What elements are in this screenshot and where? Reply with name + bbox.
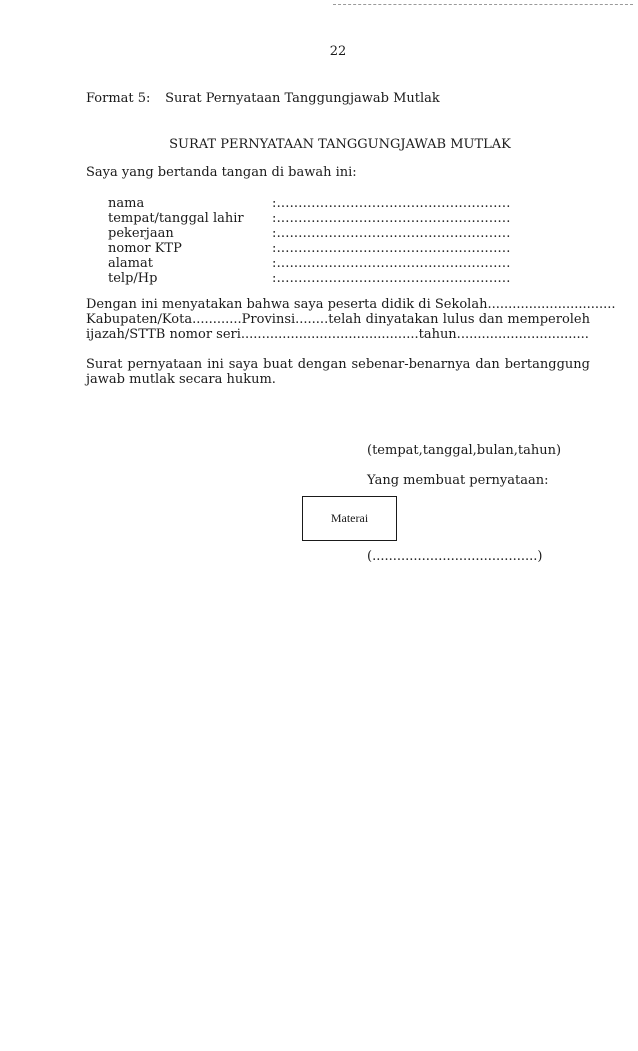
field-row-nomor-ktp (108, 241, 511, 256)
field-label-tempat-tanggal-lahir: tempat/tanggal lahir (108, 211, 244, 226)
field-row-telp-hp (108, 271, 511, 286)
field-label-alamat: alamat (108, 256, 153, 271)
field-label-telp-hp: telp/Hp (108, 271, 158, 286)
identity-fields (108, 196, 511, 286)
field-row-tempat-tanggal-lahir (108, 211, 511, 226)
field-row-pekerjaan (108, 226, 511, 241)
signature-role: Yang membuat pernyataan: (367, 473, 549, 488)
format-heading (86, 91, 440, 106)
field-row-alamat (108, 256, 511, 271)
field-row-nama (108, 196, 511, 211)
page-number: 22 (329, 44, 347, 59)
statement-paragraph (86, 297, 616, 342)
statement-line-2: Kabupaten/Kota............Provinsi........telah dinyatakan lulus dan memperoleh (86, 312, 590, 327)
field-label-nama: nama (108, 196, 145, 211)
field-blank-nama: :...................................................... (272, 196, 511, 211)
field-label-pekerjaan: pekerjaan (108, 226, 174, 241)
field-label-nomor-ktp: nomor KTP (108, 241, 182, 256)
statement-line-3: ijazah/STTB nomor seri...........................................tahun................................ (86, 327, 589, 342)
field-blank-tempat-tanggal-lahir: :...................................................... (272, 211, 511, 226)
format-label: Format 5: (86, 91, 151, 106)
stamp-box (302, 496, 397, 541)
field-blank-alamat: :...................................................... (272, 256, 511, 271)
statement-line-1: Dengan ini menyatakan bahwa saya peserta didik di Sekolah............................... (86, 297, 616, 312)
field-blank-nomor-ktp: :...................................................... (272, 241, 511, 256)
field-blank-telp-hp: :...................................................... (272, 271, 511, 286)
intro-text: Saya yang bertanda tangan di bawah ini: (86, 165, 357, 180)
stamp-label: Materai (330, 511, 369, 525)
format-title: Surat Pernyataan Tanggungjawab Mutlak (165, 91, 440, 106)
closing-paragraph: Surat pernyataan ini saya buat dengan sebenar-benarnya dan bertanggung jawab mutlak secara hukum. (86, 357, 590, 387)
signature-name-line: (........................................) (367, 549, 543, 564)
document-title: SURAT PERNYATAAN TANGGUNGJAWAB MUTLAK (169, 137, 511, 152)
top-edge-rule (333, 4, 633, 5)
signature-place-date: (tempat,tanggal,bulan,tahun) (367, 443, 562, 458)
field-blank-pekerjaan: :...................................................... (272, 226, 511, 241)
